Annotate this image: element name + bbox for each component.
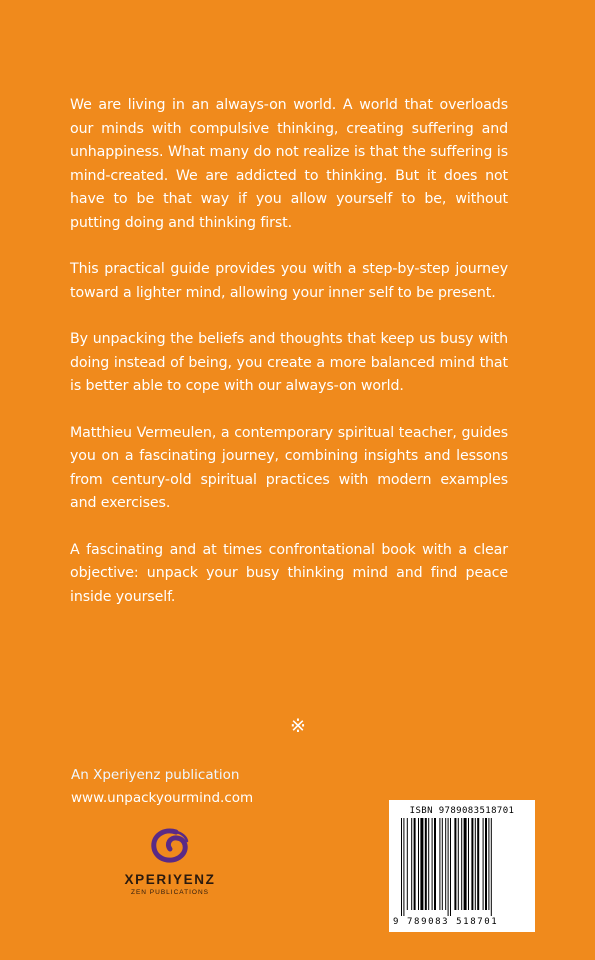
- isbn-digits: 9 789083 518701: [393, 917, 499, 927]
- enso-swirl-icon: [146, 826, 194, 870]
- isbn-label: ISBN 9789083518701: [409, 806, 515, 816]
- ornament-icon: ※: [290, 715, 306, 737]
- publisher-logo: [114, 826, 226, 902]
- blurb-paragraph-2: This practical guide provides you with a step-by-step journey toward a lighter mind, allowing your inner self to be present.: [70, 261, 508, 301]
- blurb-paragraph-1: We are living in an always-on world. A world that overloads our minds with compulsive thinking, creating suffering and unhappiness. What many do not realize is that the suffering is mind-created. We are addicted to thinking. But it does not have to be that way if you allow yourself to be, without putting doing and thinking first.: [70, 97, 508, 231]
- barcode-bars: [401, 818, 523, 916]
- publisher-tagline: An Xperiyenz publication: [71, 767, 240, 783]
- blurb-paragraph-5: A fascinating and at times confrontational book with a clear objective: unpack your busy thinking mind and find peace inside yourself.: [70, 541, 508, 605]
- website-link[interactable]: www.unpackyourmind.com: [71, 790, 254, 806]
- back-cover-text: [70, 94, 508, 632]
- blurb-paragraph-4: Matthieu Vermeulen, a contemporary spiritual teacher, guides you on a fascinating journey, combining insights and lessons from century-old spiritual practices with modern examples and exercises.: [70, 424, 508, 511]
- isbn-barcode: [389, 800, 535, 932]
- logo-subtitle: ZEN PUBLICATIONS: [130, 889, 209, 896]
- logo-wordmark: XPERIYENZ: [124, 872, 216, 887]
- blurb-paragraph-3: By unpacking the beliefs and thoughts that keep us busy with doing instead of being, you create a more balanced mind that is better able to cope with our always-on world.: [70, 331, 508, 394]
